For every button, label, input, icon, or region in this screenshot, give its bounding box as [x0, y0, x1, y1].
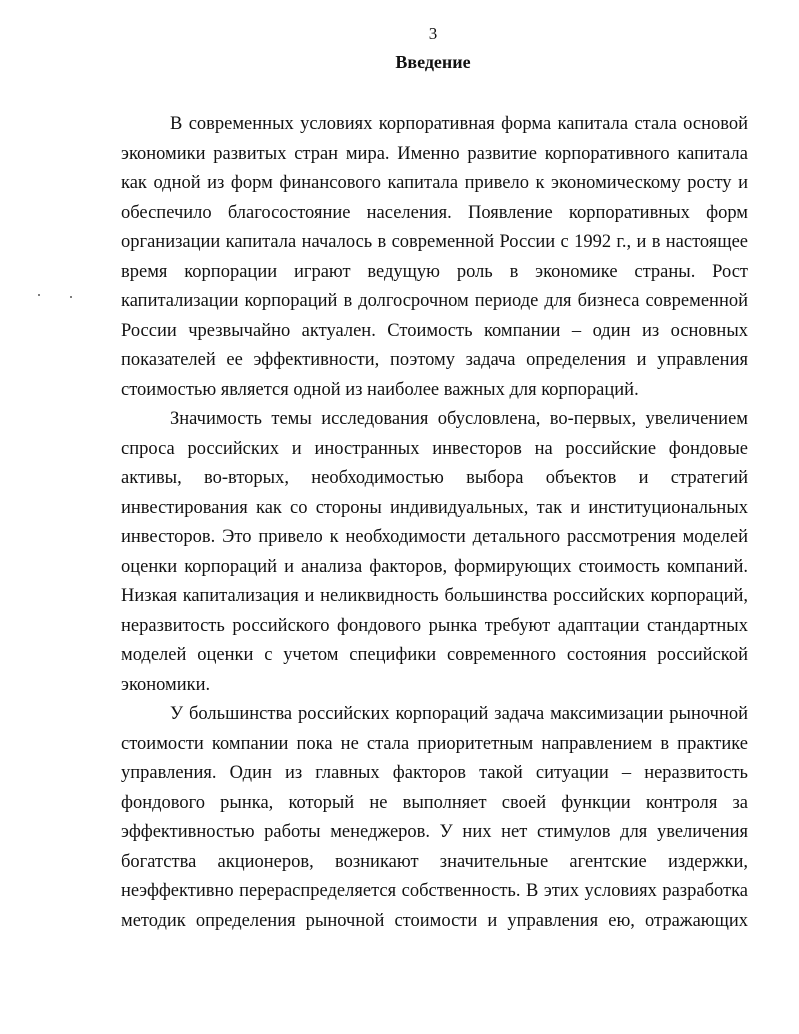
text-line: методик определения рыночной стоимости и управления ею, отражающих [121, 910, 748, 931]
text-line: показателей ее эффективности, поэтому задача определения и управления [121, 350, 748, 370]
text-line: неэффективно перераспределяется собственность. В этих условиях разработка [121, 881, 748, 901]
text-line: инвесторов. Это привело к необходимости детального рассмотрения моделей [121, 527, 748, 547]
text-line: богатства акционеров, возникают значительные агентские издержки, [121, 851, 748, 872]
text-line: моделей оценки с учетом специфики современного состояния российской [121, 645, 748, 665]
text-line: Значимость темы исследования обусловлена, во-первых, увеличением [170, 409, 748, 429]
text-line: экономики развитых стран мира. Именно развитие корпоративного капитала [121, 143, 748, 164]
page-title: Введение [395, 52, 471, 72]
text-line: экономики. [121, 674, 211, 695]
text-line: управления. Один из главных факторов такой ситуации – неразвитость [121, 763, 748, 783]
text-line: фондового рынка, который не выполняет своей функции контроля за [121, 792, 748, 813]
scan-speck [70, 296, 72, 298]
paragraph-1 [121, 110, 748, 405]
text-line: время корпорации играют ведущую роль в экономике страны. Рост [121, 261, 748, 282]
text-line: обеспечило благосостояние населения. Появление корпоративных форм [121, 202, 748, 223]
text-line: Низкая капитализация и неликвидность большинства российских корпораций, [121, 586, 748, 606]
text-line: как одной из форм финансового капитала привело к экономическому росту и [121, 173, 748, 193]
paragraph-3 [121, 700, 748, 936]
text-line: В современных условиях корпоративная форма капитала стала основой [170, 114, 748, 134]
text-line: инвестирования как со стороны индивидуальных, так и институциональных [121, 497, 748, 518]
text-line: капитализации корпораций в долгосрочном периоде для бизнеса современной [121, 291, 748, 311]
text-line: эффективностью работы менеджеров. У них нет стимулов для увеличения [121, 822, 748, 842]
text-line: активы, во-вторых, необходимостью выбора объектов и стратегий [121, 468, 748, 488]
text-line: России чрезвычайно актуален. Стоимость компании – один из основных [121, 320, 748, 341]
text-line: стоимостью является одной из наиболее важных для корпораций. [121, 379, 639, 400]
text-line: организации капитала началось в современной России с 1992 г., и в настоящее [121, 232, 748, 252]
text-line: оценки корпораций и анализа факторов, формирующих стоимость компаний. [121, 556, 748, 577]
document-body [121, 110, 748, 936]
text-line: У большинства российских корпораций задача максимизации рыночной [170, 704, 748, 724]
text-line: спроса российских и иностранных инвесторов на российские фондовые [121, 438, 748, 459]
page-number: 3 [428, 24, 438, 43]
paragraph-2 [121, 405, 748, 700]
scan-speck [38, 294, 40, 296]
text-line: стоимости компании пока не стала приоритетным направлением в практике [121, 733, 748, 754]
text-line: неразвитость российского фондового рынка требуют адаптации стандартных [121, 615, 748, 636]
